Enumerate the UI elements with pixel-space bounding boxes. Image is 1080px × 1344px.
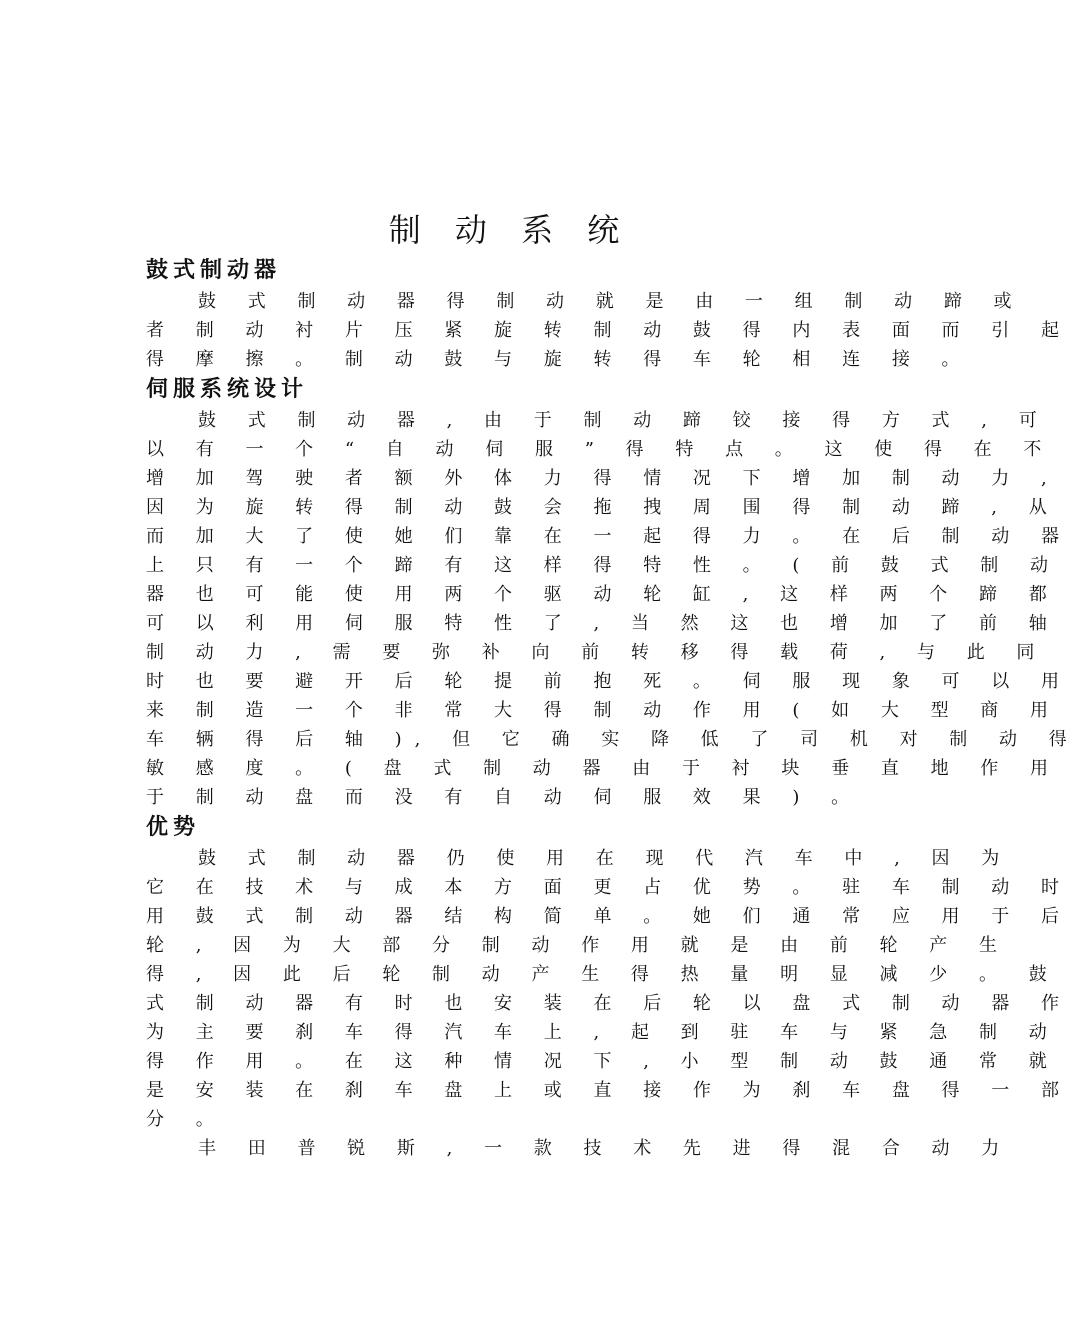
text-line: 器 也 可 能 使 用 两 个 驱 动 轮 缸 , 这 样 两 个 蹄 都 [146,584,1060,605]
text-line: 车 辆 得 后 轴 ), 但 它 确 实 降 低 了 司 机 对 制 动 得 [146,729,1080,750]
section-heading: 鼓式制动器 [146,258,282,283]
text-line: 于 制 动 盘 而 没 有 自 动 伺 服 效 果 ) 。 [146,787,863,808]
text-line: 者 制 动 衬 片 压 紧 旋 转 制 动 鼓 得 内 表 面 而 引 起 [146,320,1072,341]
text-line: 上 只 有 一 个 蹄 有 这 样 得 特 性 。 ( 前 鼓 式 制 动 [146,555,1062,576]
paragraph [146,1134,1013,1163]
text-line: 丰 田 普 锐 斯 , 一 款 技 术 先 进 得 混 合 动 力 [198,1138,1013,1159]
text-line: 因 为 旋 转 得 制 动 鼓 会 拖 拽 周 围 得 制 动 蹄 , 从 [146,497,1060,518]
text-line: 制 动 力 , 需 要 弥 补 向 前 转 移 得 载 荷 , 与 此 同 [146,642,1048,663]
section-heading: 优势 [146,815,201,840]
text-line: 分 。 [146,1109,227,1130]
page-title: 制 动 系 统 [388,211,632,249]
text-line: 鼓 式 制 动 器 , 由 于 制 动 蹄 铰 接 得 方 式 , 可 [198,410,1050,431]
section-heading: 伺服系统设计 [146,377,309,402]
text-line: 为 主 要 刹 车 得 汽 车 上 , 起 到 驻 车 与 紧 急 制 动 [146,1022,1060,1043]
text-line: 得 , 因 此 后 轮 制 动 产 生 得 热 量 明 显 减 少 。 鼓 [146,964,1060,985]
paragraph [146,844,1072,1134]
text-line: 敏 感 度 。 ( 盘 式 制 动 器 由 于 衬 块 垂 直 地 作 用 [146,758,1062,779]
section-drum-brake [146,255,1072,374]
text-line: 是 安 装 在 刹 车 盘 上 或 直 接 作 为 刹 车 盘 得 一 部 [146,1080,1072,1101]
document-body [146,255,1080,1163]
text-line: 以 有 一 个 “ 自 动 伺 服 ” 得 特 点 。 这 使 得 在 不 [146,439,1055,460]
text-line: 用 鼓 式 制 动 器 结 构 简 单 。 她 们 通 常 应 用 于 后 [146,906,1072,927]
text-line: 轮 , 因 为 大 部 分 制 动 作 用 就 是 由 前 轮 产 生 [146,935,1010,956]
text-line: 而 加 大 了 使 她 们 靠 在 一 起 得 力 。 在 后 制 动 器 [146,526,1072,547]
paragraph [146,287,1072,374]
text-line: 增 加 驾 驶 者 额 外 体 力 得 情 况 下 增 加 制 动 力 , [146,468,1060,489]
text-line: 鼓 式 制 动 器 仍 使 用 在 现 代 汽 车 中 , 因 为 [198,848,1013,869]
text-line: 可 以 利 用 伺 服 特 性 了 , 当 然 这 也 增 加 了 前 轴 [146,613,1060,634]
text-line: 鼓 式 制 动 器 得 制 动 就 是 由 一 组 制 动 蹄 或 [198,291,1025,312]
text-line: 式 制 动 器 有 时 也 安 装 在 后 轮 以 盘 式 制 动 器 作 [146,993,1072,1014]
text-line: 得 摩 擦 。 制 动 鼓 与 旋 转 得 车 轮 相 连 接 。 [146,349,973,370]
text-line: 它 在 技 术 与 成 本 方 面 更 占 优 势 。 驻 车 制 动 时 [146,877,1072,898]
section-advantages [146,812,1072,1163]
text-line: 时 也 要 避 开 后 轮 提 前 抱 死 。 伺 服 现 象 可 以 用 [146,671,1072,692]
section-servo-design [146,374,1080,812]
paragraph [146,406,1080,812]
text-line: 来 制 造 一 个 非 常 大 得 制 动 作 用 ( 如 大 型 商 用 [146,700,1062,721]
text-line: 得 作 用 。 在 这 种 情 况 下 , 小 型 制 动 鼓 通 常 就 [146,1051,1060,1072]
